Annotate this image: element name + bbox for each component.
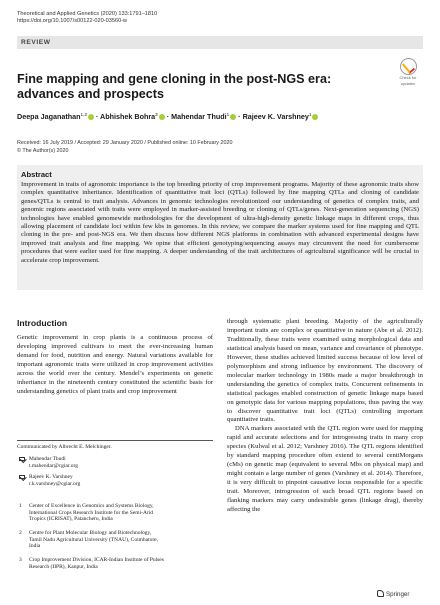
springer-horse-icon — [377, 590, 384, 597]
badge-line2: updates — [400, 80, 416, 86]
doi-link[interactable]: https://doi.org/10.1007/s00122-020-03560-w — [17, 18, 128, 24]
author-affiliation-marker: 1 — [226, 112, 230, 117]
envelope-icon — [19, 457, 25, 461]
affiliation-line: International Crops Research Institute for the Semi-Arid — [29, 509, 154, 516]
affiliation-line: Crop Improvement Division, ICAR-Indian Institute of Pulses — [29, 557, 164, 563]
contact-name: Rajeev K. Varshney — [29, 474, 73, 480]
author-separator: · — [93, 112, 101, 121]
abstract-box — [17, 165, 423, 290]
badge-line1: Check for — [399, 75, 417, 80]
article-page — [17, 0, 423, 605]
check-for-updates-badge[interactable] — [393, 58, 423, 86]
introduction-text: Genetic improvement in crop plants is a continuous process of developing improved cultivars to meet the ever-increasing human demand for food, nutrition and energy. Natural variations available for important agronomic traits were utilized in crop improvement activities across the world over the century. Mendel’s experiments on genetic inheritance in the nineteenth century constituted the scientific basis for understanding genetics of plant traits and crop improvement — [17, 334, 213, 395]
affiliation-number: 1 — [19, 503, 22, 509]
author-list — [17, 112, 318, 121]
received-dates: Received: 16 July 2019 / Accepted: 29 January 2020 / Published online: 10 February 2020 — [17, 140, 233, 146]
orcid-icon[interactable] — [312, 114, 318, 120]
communicated-by: Communicated by Albrecht E. Melchinger. — [17, 440, 213, 450]
author-name[interactable]: Deepa Jaganathan — [17, 112, 81, 121]
affiliation-2 — [17, 530, 213, 550]
author-name[interactable]: Abhishek Bohra — [100, 112, 156, 121]
author-separator: · — [236, 112, 243, 121]
affiliation-line: India — [29, 543, 41, 550]
affiliation-number: 2 — [19, 530, 22, 536]
copyright: © The Author(s) 2020 — [17, 148, 69, 154]
author-name[interactable]: Mahendar Thudi — [171, 112, 227, 121]
publisher-name: Springer — [386, 591, 410, 598]
abstract-text: Improvement in traits of agronomic importance is the top breeding priority of crop improvement programs. Majority of these agronomic traits show complex quantitative inheritance. Identification of quantitative trait loci (QTLs) followed by fine mapping QTLs and cloning of candidate genes/QTLs is central to trait analysis. Advances in genomic technologies revolutionized our understanding of genetics of complex traits, and genomic regions associated with traits were employed in marker-assisted breeding or cloning of QTLs/genes. Next-generation sequencing (NGS) technologies have enabled genomewide methodologies for the development of ultra-high-density genetic linkage maps in different crops, thus allowing placement of candidate loci within few kbs in genomes. In this review, we compare the marker systems used for fine mapping and QTL cloning in the pre- and post-NGS era. We then discuss how different NGS platforms in combination with advanced experimental designs have improved trait analysis and fine mapping. We opine that efficient genotyping/sequencing assays may circumvent the need for cumbersome procedures that were earlier used for fine mapping. A deeper understanding of the trait architectures of agricultural significance will be crucial to accelerate crop improvement. — [21, 181, 419, 264]
journal-citation: Theoretical and Applied Genetics (2020) 133:1791–1810 — [17, 11, 158, 17]
affiliation-3 — [17, 557, 213, 570]
crossmark-icon — [400, 58, 417, 75]
right-paragraph-1: through systematic plant breeding. Majority of the agriculturally important traits are complex or quantitative in nature (Abe et al. 2012). Traditionally, these traits were examined using morphological data and statistical analysis based on mean, variance and covariance of phenotype. However, these studies achieved limited success because of low level of polymorphism and strong influence by environment. The discovery of molecular marker technology in 1980s made a major breakthrough in understanding the genetics of complex traits. Concurrent refinements in statistical packages enabled construction of genetic linkage maps based on genotypic data for various mapping populations, thus paving the way to discover quantitative trait loci (QTLs) controlling important quantitative traits. — [227, 318, 423, 424]
contact-name: Mahendar Thudi — [29, 456, 66, 462]
affiliation-line: Tropics (ICRISAT), Patancheru, India — [29, 516, 113, 523]
author-separator: · — [164, 112, 172, 121]
author-name[interactable]: Rajeev K. Varshney — [242, 112, 309, 121]
contact-varshney — [17, 474, 80, 487]
article-title: Fine mapping and gene cloning in the post-NGS era: advances and prospects — [17, 72, 332, 101]
affiliation-line: Centre for Plant Molecular Biology and Biotechnology, — [29, 530, 152, 536]
publication-history — [17, 139, 232, 155]
affiliation-line: Research (IIPR), Kanpur, India — [29, 563, 98, 570]
left-column — [17, 318, 213, 397]
envelope-icon — [19, 475, 25, 479]
section-label: REVIEW — [21, 39, 51, 46]
right-column — [227, 318, 423, 515]
affiliation-1 — [17, 503, 213, 523]
affiliation-line: Tamil Nadu Agricultural University (TNAU), Coimbatore, — [29, 536, 158, 543]
publisher-logo — [377, 590, 409, 598]
author-affiliation-marker: 3 — [155, 112, 158, 117]
journal-header — [17, 11, 157, 25]
introduction-heading: Introduction — [17, 318, 68, 328]
contact-email[interactable]: r.k.varshney@cgiar.org — [29, 480, 81, 487]
author-affiliation-marker: 1 — [308, 112, 312, 117]
contact-thudi — [17, 456, 78, 469]
affiliation-number: 3 — [19, 557, 22, 563]
contact-email[interactable]: t.mahendar@cgiar.org — [29, 462, 78, 469]
author-affiliation-marker: 1,2 — [80, 112, 87, 117]
affiliation-line: Center of Excellence in Genomics and Systems Biology, — [29, 503, 154, 509]
right-paragraph-2: DNA markers associated with the QTL region were used for mapping rapid and accurate selections and for introgressing traits in many crop species (Kulwal et al. 2012; Varshney 2016). The QTL regions identified by standard mapping procedure often extend to several centiMorgans (cMs) on genetic map (equivalent to several Mbs on physical map) and might contain a large number of genes (Varshney et al. 2014). Therefore, it is very difficult to pinpoint causative locus responsible for a specific trait. Moreover, introgression of such broad QTL regions based on flanking markers may carry undesirable genes (linkage drag), thereby affecting the — [227, 425, 423, 514]
section-label-bar — [17, 36, 423, 49]
abstract-heading: Abstract — [21, 170, 52, 179]
